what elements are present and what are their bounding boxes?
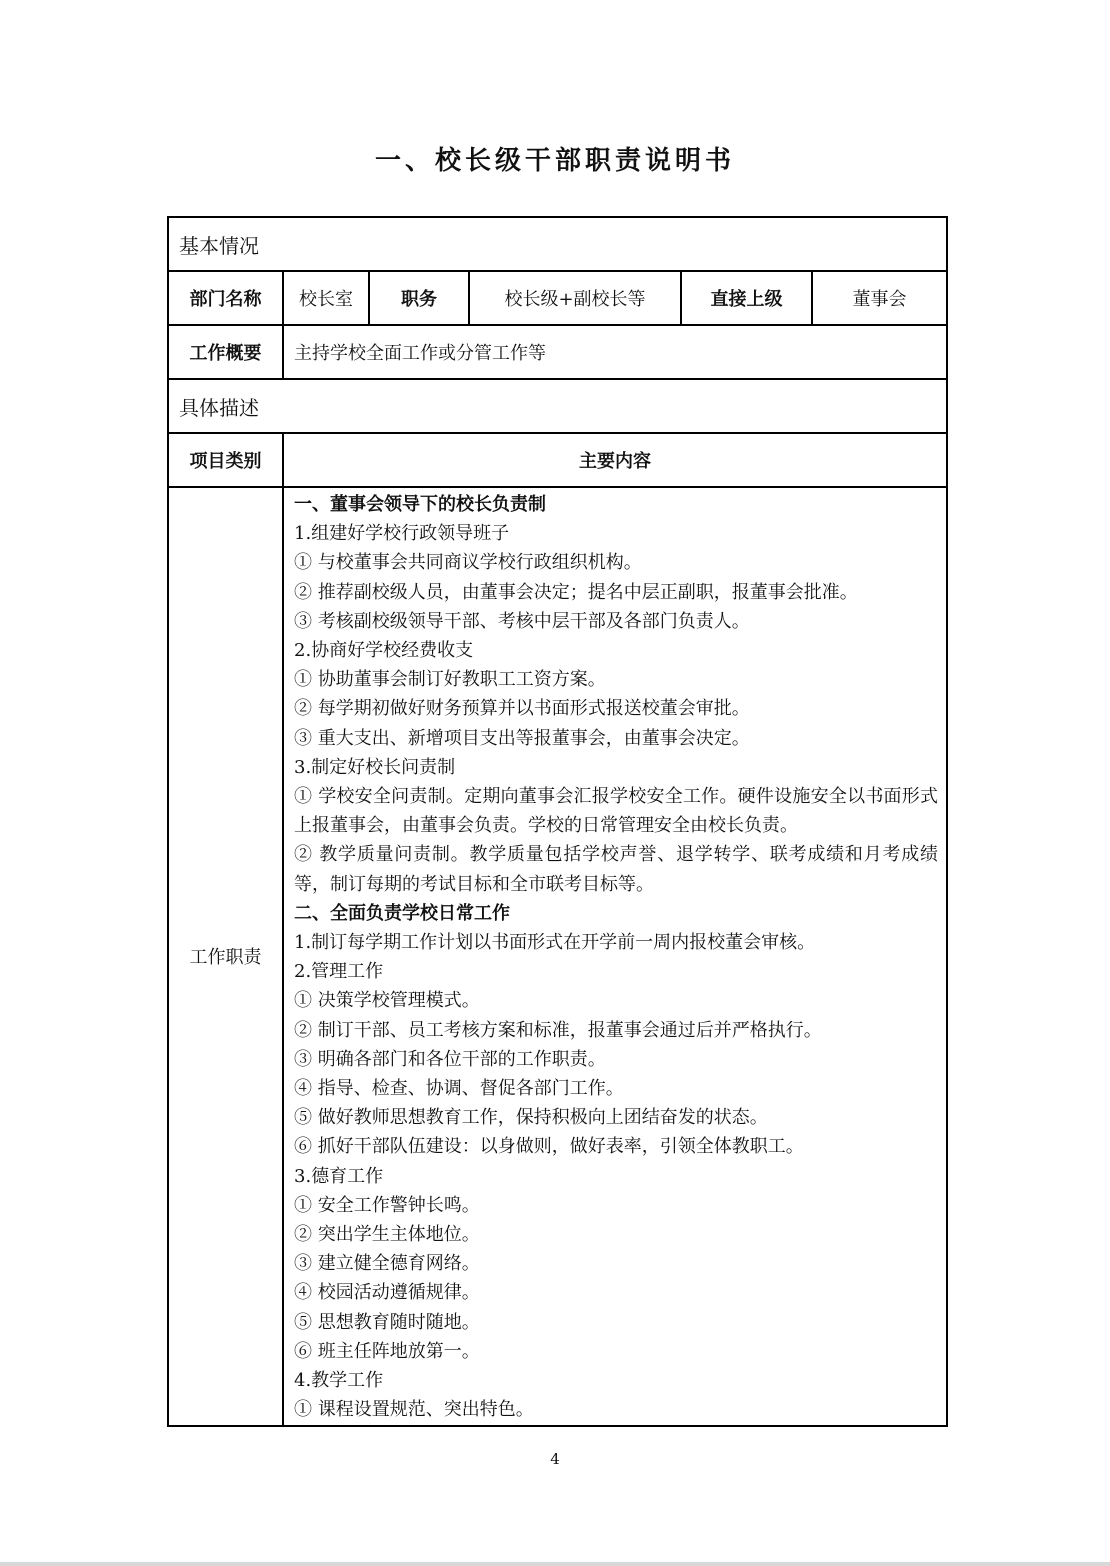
content-line: 3.德育工作	[294, 1165, 384, 1187]
basic-info-header: 基本情况	[168, 217, 947, 271]
content-line: ③ 明确各部门和各位干部的工作职责。	[294, 1048, 606, 1070]
summary-value: 主持学校全面工作或分管工作等	[283, 325, 947, 379]
page-number: 4	[550, 1450, 560, 1468]
content-line: ④ 校园活动遵循规律。	[294, 1282, 480, 1304]
content-line: ① 课程设置规范、突出特色。	[294, 1399, 534, 1421]
content-heading: 二、全面负责学校日常工作	[294, 902, 510, 924]
summary-label: 工作概要	[168, 325, 283, 379]
content-line: 1.制订每学期工作计划以书面形式在开学前一周内报校董会审核。	[294, 932, 816, 954]
content-line: ① 决策学校管理模式。	[294, 990, 480, 1012]
content-line: ④ 指导、检查、协调、督促各部门工作。	[294, 1078, 624, 1100]
content-line: 1.组建好学校行政领导班子	[294, 523, 510, 545]
content-line: 3.制定好校长问责制	[294, 756, 456, 778]
position-label: 职务	[369, 271, 469, 325]
superior-value: 董事会	[812, 271, 947, 325]
category-column-header: 项目类别	[168, 433, 283, 487]
content-line: ③ 重大支出、新增项目支出等报董事会，由董事会决定。	[294, 727, 750, 749]
content-line: ② 推荐副校级人员，由董事会决定；提名中层正副职，报董事会批准。	[294, 581, 858, 603]
content-line: ③ 考核副校级领导干部、考核中层干部及各部门负责人。	[294, 610, 750, 632]
content-line: ① 协助董事会制订好教职工工资方案。	[294, 669, 606, 691]
content-lines	[294, 490, 938, 1425]
content-heading: 一、董事会领导下的校长负责制	[294, 494, 546, 515]
dept-name-label: 部门名称	[168, 271, 283, 325]
content-cell	[283, 487, 947, 1426]
content-line: ⑤ 做好教师思想教育工作，保持积极向上团结奋发的状态。	[294, 1107, 768, 1129]
content-line: ① 学校安全问责制。定期向董事会汇报学校安全工作。硬件设施安全以书面形式上报董事会，由董事会负责。学校的日常管理安全由校长负责。	[294, 786, 939, 837]
content-line: ① 与校董事会共同商议学校行政组织机构。	[294, 552, 642, 574]
content-line: ⑤ 思想教育随时随地。	[294, 1311, 480, 1333]
duty-table	[167, 216, 948, 1427]
superior-label: 直接上级	[681, 271, 812, 325]
detail-header: 具体描述	[168, 379, 947, 433]
position-value: 校长级+副校长等	[469, 271, 681, 325]
content-line: 2.管理工作	[294, 961, 384, 983]
content-line: ⑥ 班主任阵地放第一。	[294, 1340, 480, 1362]
page-bottom-edge	[0, 1562, 1110, 1566]
category-cell: 工作职责	[168, 487, 283, 1426]
content-line: ⑥ 抓好干部队伍建设：以身做则，做好表率，引领全体教职工。	[294, 1136, 804, 1158]
content-line: 2.协商好学校经费收支	[294, 640, 474, 662]
dept-name-value: 校长室	[283, 271, 369, 325]
content-line: ③ 建立健全德育网络。	[294, 1253, 480, 1275]
content-line: ② 教学质量问责制。教学质量包括学校声誉、退学转学、联考成绩和月考成绩等，制订每期的考试目标和全市联考目标等。	[294, 844, 939, 895]
content-line: ② 每学期初做好财务预算并以书面形式报送校董会审批。	[294, 698, 750, 720]
content-line: ② 突出学生主体地位。	[294, 1224, 480, 1246]
content-line: 4.教学工作	[294, 1370, 384, 1392]
content-line: ① 安全工作警钟长鸣。	[294, 1194, 480, 1216]
document-title: 一、校长级干部职责说明书	[374, 146, 735, 176]
content-line: ② 制订干部、员工考核方案和标准，报董事会通过后并严格执行。	[294, 1019, 822, 1041]
content-column-header: 主要内容	[283, 433, 947, 487]
